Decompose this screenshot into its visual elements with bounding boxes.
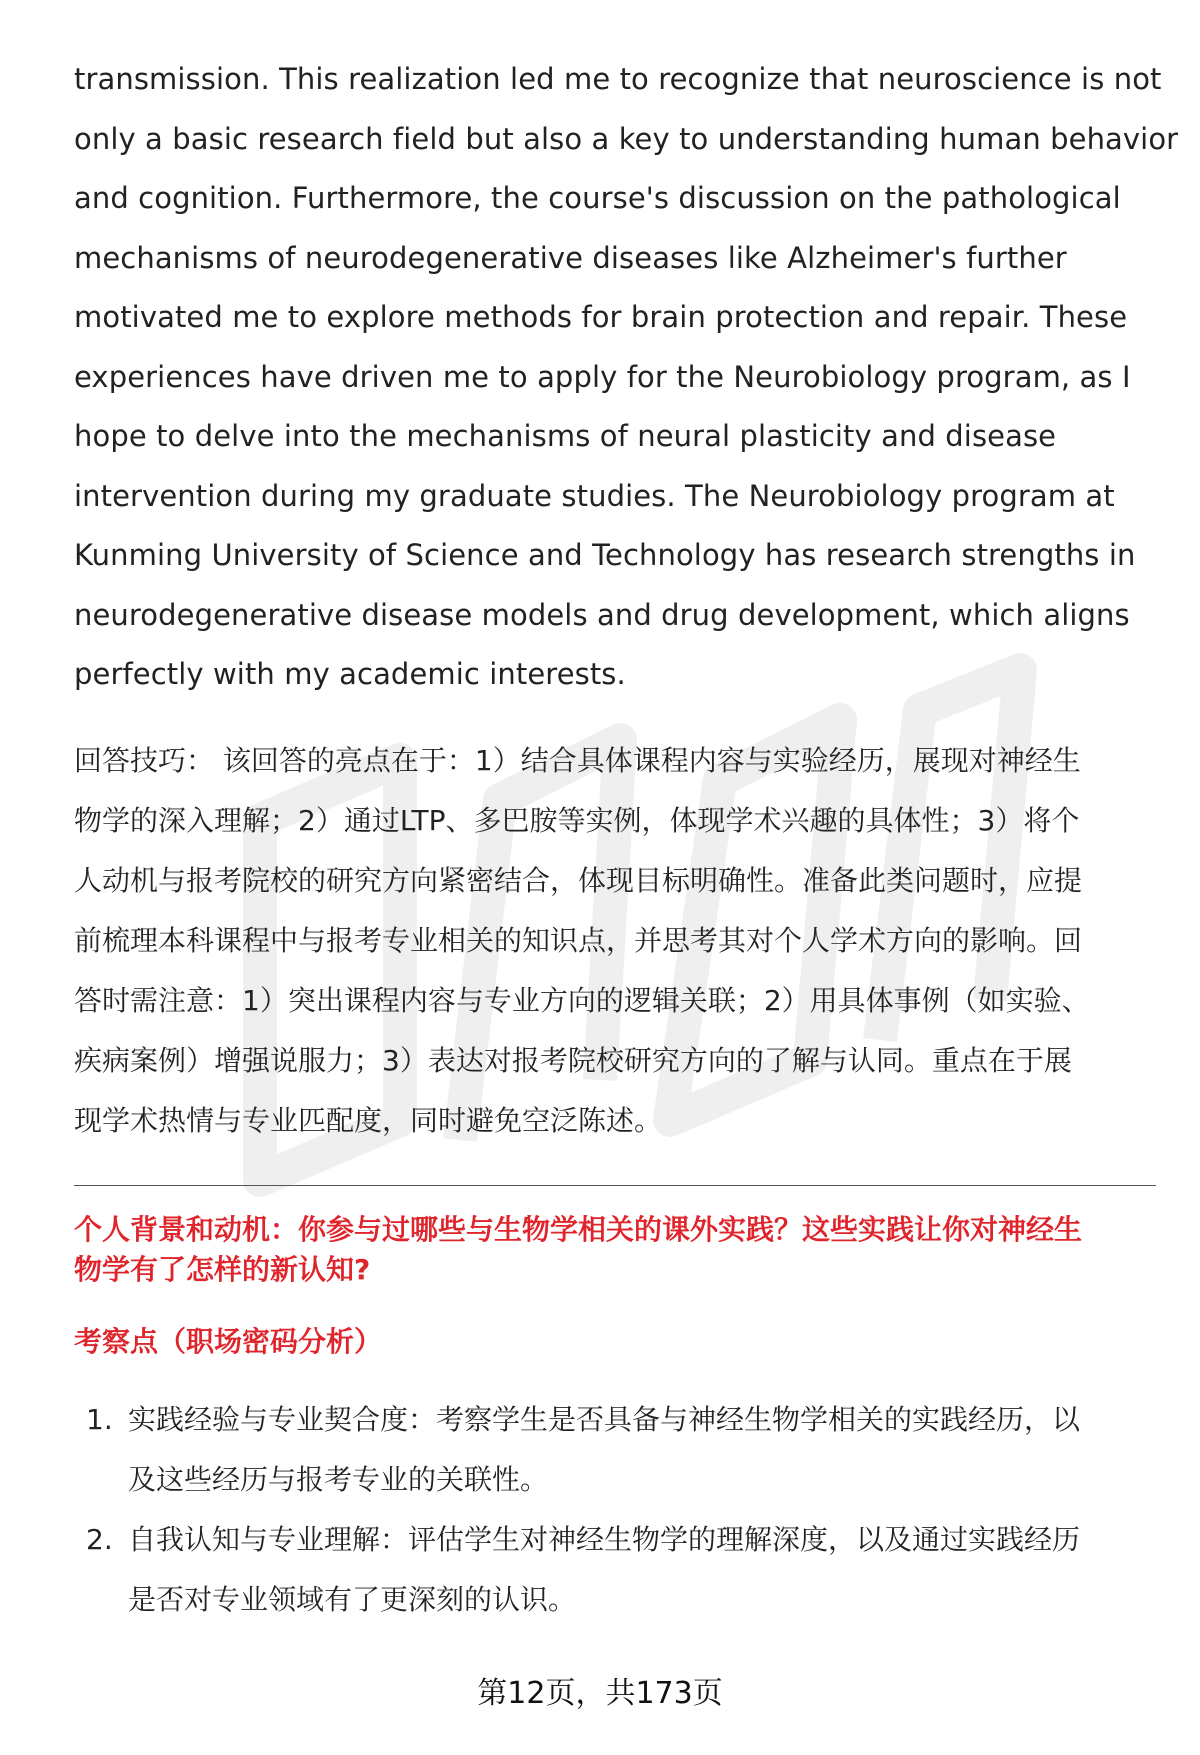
document-page (74, 50, 1179, 1630)
answer-line: Kunming University of Science and Technology has research strengths in (74, 538, 1136, 572)
tip-line: 答时需注意：1）突出课程内容与专业方向的逻辑关联；2）用具体事例（如实验、 (74, 983, 1090, 1017)
list-item (74, 1390, 1154, 1510)
list-item-line: 及这些经历与报考专业的关联性。 (128, 1462, 549, 1496)
page-number-footer: 第12页，共173页 (477, 1676, 723, 1711)
answer-paragraph (74, 50, 1179, 705)
assessment-points-list (74, 1390, 1154, 1630)
answer-line: and cognition. Furthermore, the course's discussion on the pathological (74, 181, 1121, 215)
section-divider (74, 1185, 1156, 1186)
list-item-number: 2. (86, 1522, 113, 1556)
question-line: 个人背景和动机：你参与过哪些与生物学相关的课外实践？这些实践让你对神经生 (74, 1212, 1083, 1246)
list-item-line: 自我认知与专业理解：评估学生对神经生物学的理解深度，以及通过实践经历 (128, 1522, 1081, 1556)
answer-line: experiences have driven me to apply for the Neurobiology program, as I (74, 359, 1131, 394)
tip-line: 人动机与报考院校的研究方向紧密结合，体现目标明确性。准备此类问题时，应提 (74, 863, 1083, 897)
section-title: 考察点（职场密码分析） (74, 1324, 383, 1358)
question-heading (74, 1210, 1154, 1290)
answer-line: transmission. This realization led me to recognize that neuroscience is not (74, 62, 1162, 96)
answer-tips-paragraph (74, 731, 1154, 1151)
tip-line: 回答技巧： 该回答的亮点在于：1）结合具体课程内容与实验经历，展现对神经生 (74, 743, 1081, 777)
answer-line: neurodegenerative disease models and drug development, which aligns (74, 597, 1130, 632)
tip-line: 疾病案例）增强说服力；3）表达对报考院校研究方向的了解与认同。重点在于展 (74, 1043, 1072, 1077)
list-item (74, 1510, 1154, 1630)
answer-line: motivated me to explore methods for brain protection and repair. These (74, 300, 1128, 334)
tip-line: 前梳理本科课程中与报考专业相关的知识点，并思考其对个人学术方向的影响。回 (74, 923, 1083, 957)
list-item-line: 是否对专业领域有了更深刻的认识。 (128, 1582, 577, 1616)
list-item-number: 1. (86, 1402, 113, 1436)
answer-line: only a basic research field but also a key to understanding human behavior (74, 121, 1179, 156)
answer-line: perfectly with my academic interests. (74, 657, 626, 691)
answer-line: intervention during my graduate studies. The Neurobiology program at (74, 478, 1115, 513)
tip-line: 物学的深入理解；2）通过LTP、多巴胺等实例，体现学术兴趣的具体性；3）将个 (74, 803, 1080, 837)
tip-line: 现学术热情与专业匹配度，同时避免空泛陈述。 (74, 1103, 663, 1137)
question-line: 物学有了怎样的新认知? (74, 1252, 371, 1286)
answer-line: mechanisms of neurodegenerative diseases like Alzheimer's further (74, 240, 1067, 275)
answer-line: hope to delve into the mechanisms of neural plasticity and disease (74, 419, 1057, 453)
list-item-line: 实践经验与专业契合度：考察学生是否具备与神经生物学相关的实践经历，以 (128, 1402, 1081, 1436)
